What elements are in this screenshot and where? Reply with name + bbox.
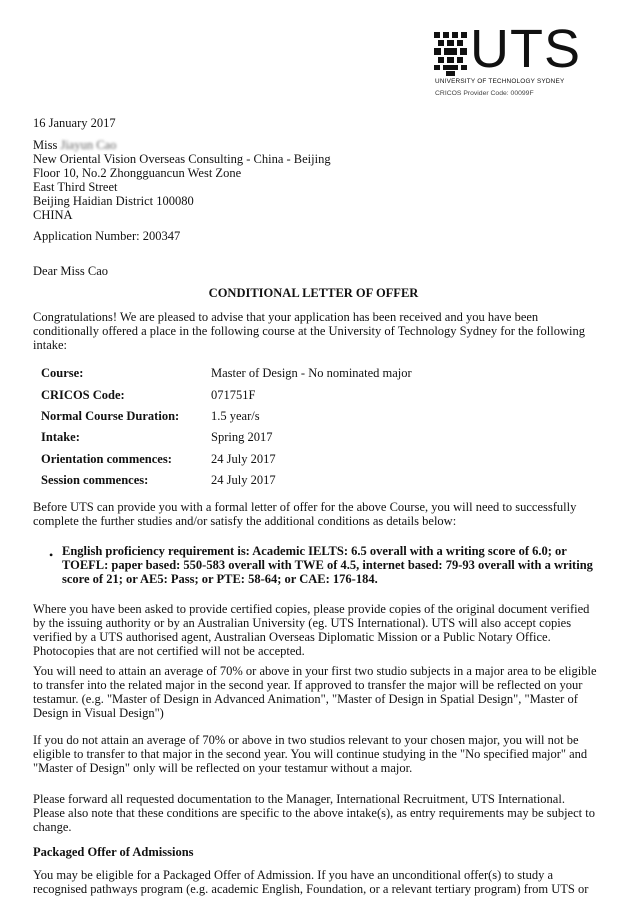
paragraph-line: by the issuing authority or by an Australian University (eg. UTS International). UTS will also accept copies: [33, 616, 572, 630]
address-line: CHINA: [33, 208, 73, 222]
paragraph-line: recognised pathways program (e.g. academic English, Foundation, or a relevant tertiary program) from UTS or: [33, 882, 589, 896]
recipient-name-redacted: Jiayun Cao: [60, 138, 117, 152]
paragraph-line: You will need to attain an average of 70% or above in your first two studio subjects in a major area to be eligible: [33, 664, 597, 678]
conditions-intro-line: Before UTS can provide you with a formal letter of offer for the above Course, you will need to successfully: [33, 500, 577, 514]
course-detail-value: 071751F: [211, 388, 256, 402]
certified-copies-paragraph: [33, 602, 593, 658]
course-detail-label: Session commences:: [41, 473, 149, 487]
uts-logo: [434, 19, 584, 102]
bullet-line: TOEFL: paper based: 550-583 overall with TWE of 4.5, internet based: 79-93 overall with a writing: [62, 558, 593, 572]
course-detail-label: Orientation commences:: [41, 452, 172, 466]
intro-line: Congratulations! We are pleased to advise that your application has been received and you have been: [33, 310, 539, 324]
not-attain-paragraph: [33, 733, 593, 775]
average-requirement-paragraph: [33, 664, 597, 720]
greeting: Dear Miss Cao: [33, 264, 108, 278]
course-detail-value: Spring 2017: [211, 430, 273, 444]
conditions-intro-line: complete the further studies and/or satisfy the additional conditions as details below:: [33, 514, 457, 528]
course-detail-label: CRICOS Code:: [41, 388, 125, 402]
paragraph-line: If you do not attain an average of 70% or above in two studios relevant to your chosen major, you will not be: [33, 733, 579, 747]
intro-line: intake:: [33, 338, 68, 352]
letter-title: CONDITIONAL LETTER OF OFFER: [208, 286, 419, 300]
recipient-salutation: Miss: [33, 138, 58, 152]
paragraph-line: You may be eligible for a Packaged Offer of Admission. If you have an unconditional offer(s) to study a: [33, 868, 554, 882]
english-requirement-bullet: [62, 544, 602, 586]
letter-date: 16 January 2017: [33, 116, 116, 130]
paragraph-line: Where you have been asked to provide certified copies, please provide copies of the original document verified: [33, 602, 590, 616]
cricos-provider-code: CRICOS Provider Code: 00099F: [435, 90, 534, 97]
course-detail-label: Course:: [41, 366, 84, 380]
course-detail-label: Normal Course Duration:: [41, 409, 180, 423]
paragraph-line: eligible to transfer to that major in the second year. You will continue studying in the "No specified major" and: [33, 747, 588, 761]
forward-documentation-paragraph: [33, 792, 593, 834]
paragraph-line: Please also note that these conditions are specific to the above intake(s), as entry requirements may be subject to: [33, 806, 595, 820]
paragraph-line: Please forward all requested documentation to the Manager, International Recruitment, UTS International.: [33, 792, 565, 806]
logo-subtitle: UNIVERSITY OF TECHNOLOGY SYDNEY: [435, 78, 565, 85]
course-detail-value: Master of Design - No nominated major: [211, 366, 412, 380]
bullet-line: English proficiency requirement is: Academic IELTS: 6.5 overall with a writing score of 6.0; or: [62, 544, 567, 558]
logo-wordmark: UTS: [470, 19, 581, 79]
paragraph-line: change.: [33, 820, 72, 834]
paragraph-line: Photocopies that are not certified will not be accepted.: [33, 644, 305, 658]
paragraph-line: "Master of Design" only will be reflected on your testamur without a major.: [33, 761, 413, 775]
intro-paragraph: [33, 310, 593, 352]
bullet-line: score of 21; or AE5: Pass; or PTE: 58-64; or CAE: 176-184.: [62, 572, 378, 586]
address-line: New Oriental Vision Overseas Consulting - China - Beijing: [33, 152, 331, 166]
application-number: Application Number: 200347: [33, 229, 181, 243]
course-detail-value: 24 July 2017: [211, 473, 276, 487]
address-line: Floor 10, No.2 Zhongguancun West Zone: [33, 166, 242, 180]
intro-line: conditionally offered a place in the following course at the University of Technology Sydney for the following: [33, 324, 585, 338]
course-detail-value: 24 July 2017: [211, 452, 276, 466]
address-line: Beijing Haidian District 100080: [33, 194, 194, 208]
packaged-offer-paragraph: [33, 868, 593, 896]
bullet-dot: •: [49, 548, 54, 562]
course-detail-value: 1.5 year/s: [211, 409, 260, 423]
conditions-intro: [33, 500, 593, 528]
paragraph-line: Design in Visual Design"): [33, 706, 164, 720]
paragraph-line: testamur. (e.g. "Master of Design in Advanced Animation", "Master of Design in Spatial Design", "Master of: [33, 692, 578, 706]
paragraph-line: to transfer into the related major in the second year. If approved to transfer the major will be reflected on your: [33, 678, 583, 692]
course-detail-label: Intake:: [41, 430, 80, 444]
packaged-offer-heading: Packaged Offer of Admissions: [33, 845, 194, 859]
recipient-name-line: [33, 138, 593, 152]
address-line: East Third Street: [33, 180, 118, 194]
uts-emblem-icon: [434, 32, 467, 76]
paragraph-line: verified by a UTS authorised agent, Australian Overseas Diplomatic Mission or a Public Notary Office.: [33, 630, 551, 644]
recipient-address: [33, 138, 593, 222]
